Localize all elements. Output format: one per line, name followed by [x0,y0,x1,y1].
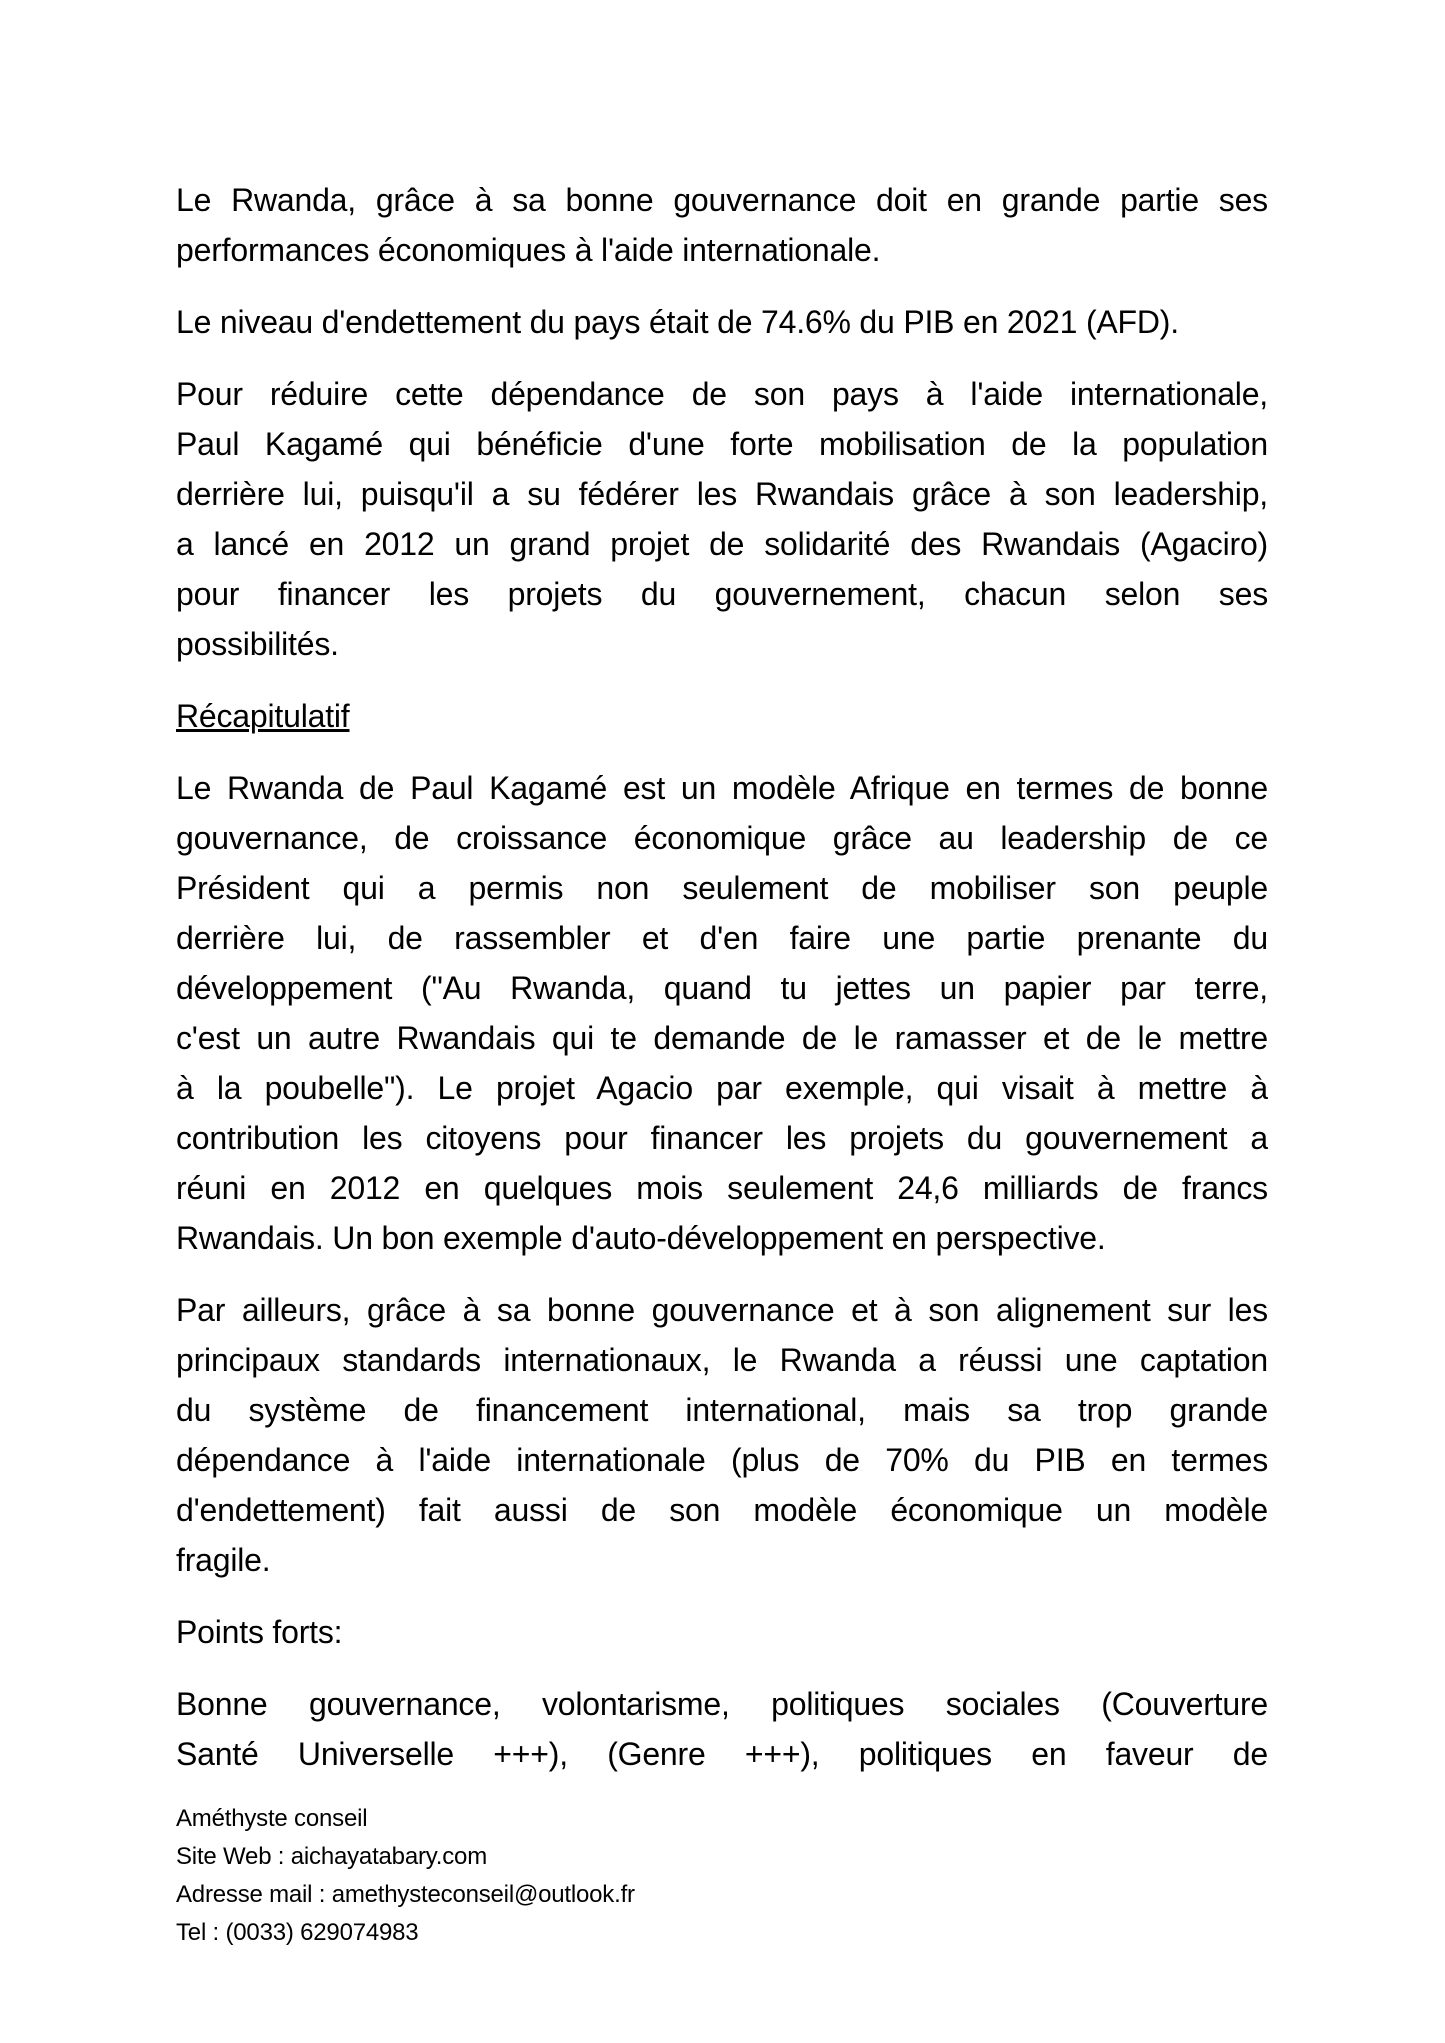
text-line: possibilités. [176,626,339,662]
text-line: principaux standards internationaux, le Rwanda a réussi une captation [176,1342,1268,1378]
text-line: du système de financement international, mais sa trop grande [176,1392,1268,1428]
document-body [176,175,1268,1801]
text-line: Récapitulatif [176,698,350,734]
text-line: d'endettement) fait aussi de son modèle économique un modèle [176,1492,1268,1528]
footer-phone: Tel : (0033) 629074983 [176,1919,419,1946]
text-line: Président qui a permis non seulement de mobiliser son peuple [176,870,1268,906]
text-line: Rwandais. Un bon exemple d'auto-développement en perspective. [176,1220,1106,1256]
text-line: développement ("Au Rwanda, quand tu jettes un papier par terre, [176,970,1268,1006]
text-line: contribution les citoyens pour financer les projets du gouvernement a [176,1120,1268,1156]
paragraph-points-forts [176,1679,1268,1779]
text-line: dépendance à l'aide internationale (plus de 70% du PIB en termes [176,1442,1268,1478]
text-line: à la poubelle"). Le projet Agacio par exemple, qui visait à mettre à [176,1070,1268,1106]
text-line: a lancé en 2012 un grand projet de solidarité des Rwandais (Agaciro) [176,526,1268,562]
text-line: derrière lui, de rassembler et d'en faire une partie prenante du [176,920,1268,956]
text-line: Paul Kagamé qui bénéficie d'une forte mobilisation de la population [176,426,1268,462]
paragraph-intro [176,175,1268,275]
text-line: c'est un autre Rwandais qui te demande de le ramasser et de le mettre [176,1020,1268,1056]
text-line: Bonne gouvernance, volontarisme, politiques sociales (Couverture [176,1686,1268,1722]
text-line: gouvernance, de croissance économique grâce au leadership de ce [176,820,1268,856]
footer-email: Adresse mail : amethysteconseil@outlook.fr [176,1881,635,1908]
text-line: Pour réduire cette dépendance de son pays à l'aide internationale, [176,376,1268,412]
page-footer [176,1800,1276,1952]
text-line: Le Rwanda, grâce à sa bonne gouvernance doit en grande partie ses [176,182,1268,218]
paragraph-recapitulatif-heading [176,691,1268,741]
text-line: performances économiques à l'aide internationale. [176,232,881,268]
text-line: Le niveau d'endettement du pays était de 74.6% du PIB en 2021 (AFD). [176,304,1179,340]
text-line: Points forts: [176,1614,343,1650]
text-line: Santé Universelle +++), (Genre +++), politiques en faveur de [176,1736,1268,1772]
text-line: derrière lui, puisqu'il a su fédérer les Rwandais grâce à son leadership, [176,476,1268,512]
paragraph-par-ailleurs [176,1285,1268,1585]
paragraph-points-forts-heading [176,1607,1268,1657]
paragraph-debt-level [176,297,1268,347]
text-line: réuni en 2012 en quelques mois seulement 24,6 milliards de francs [176,1170,1268,1206]
footer-website: Site Web : aichayatabary.com [176,1843,487,1870]
text-line: fragile. [176,1542,271,1578]
text-line: pour financer les projets du gouvernement, chacun selon ses [176,576,1268,612]
footer-company: Améthyste conseil [176,1805,368,1832]
text-line: Par ailleurs, grâce à sa bonne gouvernance et à son alignement sur les [176,1292,1268,1328]
paragraph-agaciro [176,369,1268,669]
text-line: Le Rwanda de Paul Kagamé est un modèle Afrique en termes de bonne [176,770,1268,806]
paragraph-recapitulatif [176,763,1268,1263]
